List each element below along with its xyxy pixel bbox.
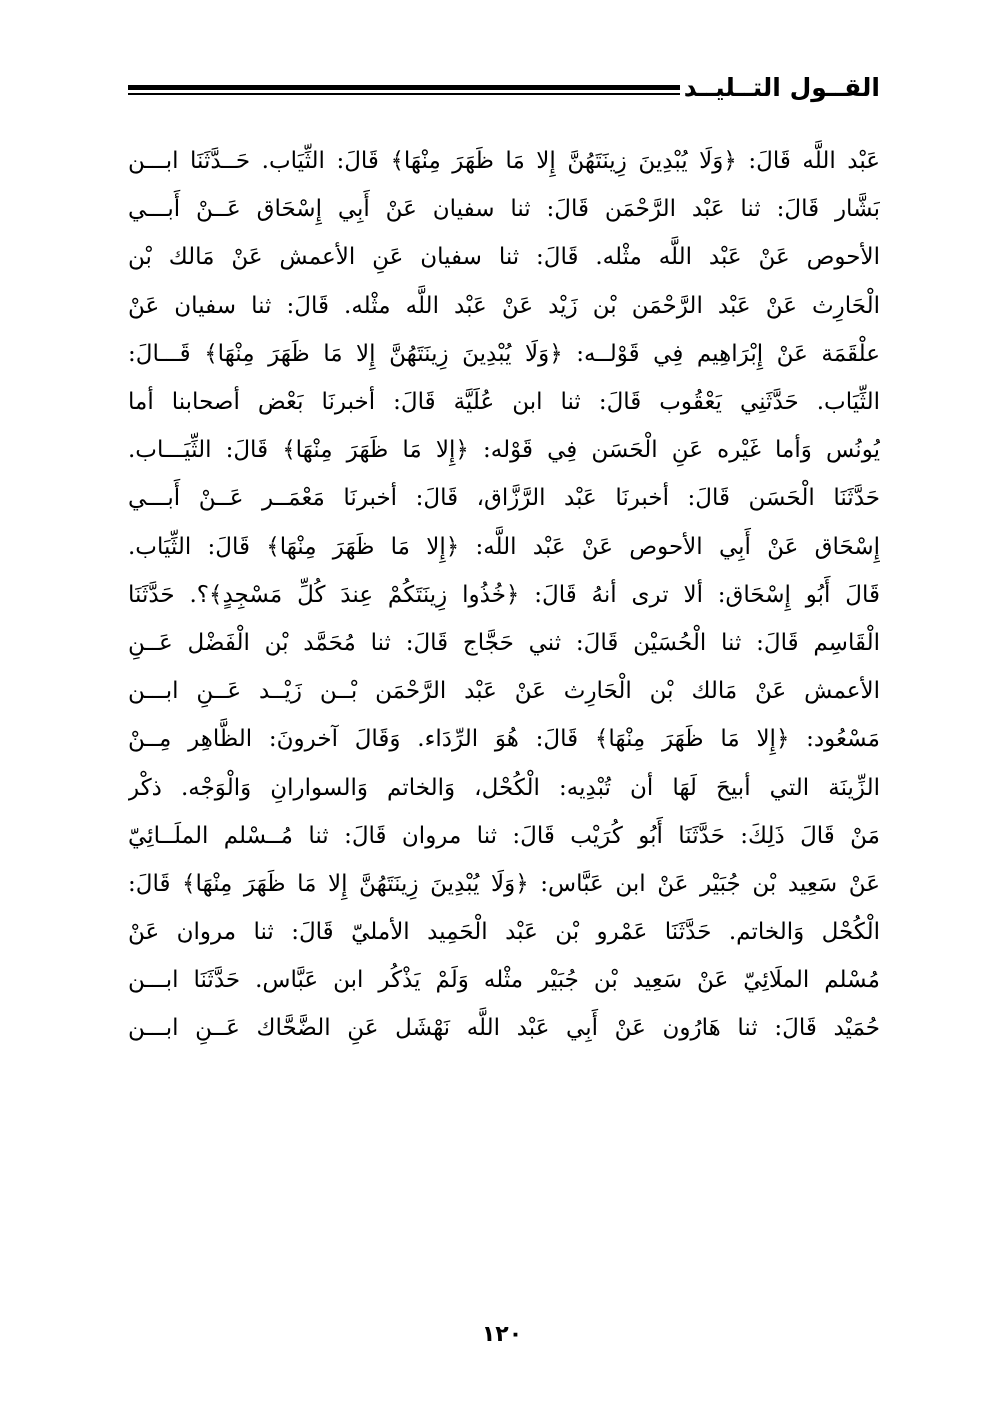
text-line: الْكُحْل وَالخاتم. حَدَّثَنَا عَمْرو بْن عَبْد الْحَمِيد الأمليّ قَالَ: ثنا مروان عَنْ	[128, 919, 880, 946]
text-line: قَالَ أَبُو إِسْحَاق: ألا ترى أنهُ قَالَ: ﴿خُذُوا زِينَتَكُمْ عِندَ كُلِّ مَسْجِدٍ﴾؟. حَدَّثَنَا	[128, 581, 880, 608]
text-line: بَشَّار قَالَ: ثنا عَبْد الرَّحْمَن قَالَ: ثنا سفيان عَنْ أَبِي إِسْحَاق عَــنْ أَبـــي	[128, 196, 880, 223]
text-line: علْقَمَة عَنْ إِبْرَاهِيم فِي قَوْلــه: ﴿وَلَا يُبْدِينَ زِينَتَهُنَّ إِلا مَا ظَهَرَ مِنْهَا﴾ قَـــالَ:	[128, 340, 880, 367]
page-number: ١٢٠	[481, 1322, 523, 1347]
running-title: القــول التــليــد	[683, 73, 880, 102]
page-header	[128, 68, 880, 108]
text-line: الْقَاسِم قَالَ: ثنا الْحُسَيْن قَالَ: ثني حَجَّاج قَالَ: ثنا مُحَمَّد بْن الْفَضْل عَــنِ	[128, 629, 880, 656]
text-line: يُونُس وَأما غَيْره عَنِ الْحَسَن فِي قَوْله: ﴿إِلا مَا ظَهَرَ مِنْهَا﴾ قَالَ: الثِّيَـــاب.	[128, 437, 880, 464]
text-line: إِسْحَاق عَنْ أَبِي الأحوص عَنْ عَبْد اللَّه: ﴿إِلا مَا ظَهَرَ مِنْهَا﴾ قَالَ: الثِّيَاب.	[128, 533, 880, 560]
text-line: مَنْ قَالَ ذَلِكَ: حَدَّثَنَا أَبُو كُرَيْب قَالَ: ثنا مروان قَالَ: ثنا مُــسْلم الملَــائِيّ	[128, 822, 880, 849]
text-line: حُمَيْد قَالَ: ثنا هَارُون عَنْ أَبِي عَبْد اللَّه نَهْشَل عَنِ الضَّحَّاك عَــنِ ابـــن	[128, 1015, 880, 1042]
text-line: الأحوص عَنْ عَبْد اللَّه مثْله. قَالَ: ثنا سفيان عَنِ الأعمش عَنْ مَالك بْن	[128, 244, 880, 271]
text-line: مُسْلم الملَائِيّ عَنْ سَعِيد بْن جُبَيْر مثْله وَلَمْ يَذْكُر ابن عَبَّاس. حَدَّثَنَا ابـــن	[128, 967, 880, 994]
text-line: الْحَارِث عَنْ عَبْد الرَّحْمَن بْن زَيْد عَنْ عَبْد اللَّه مثْله. قَالَ: ثنا سفيان عَنْ	[128, 292, 880, 319]
text-line: الزِّينَة التي أبيحَ لَهَا أن تُبْدِيه: الْكُحْل، وَالخاتم وَالسوارانِ وَالْوَجْه. ذكْر	[128, 774, 880, 801]
header-rule-thin	[128, 93, 680, 95]
body-text	[128, 137, 880, 1053]
text-line: الثِّيَاب. حَدَّثَنِي يَعْقُوب قَالَ: ثنا ابن عُلَيَّة قَالَ: أخبرنَا بَعْض أصحابنا أما	[128, 389, 880, 416]
text-line: عَنْ سَعِيد بْن جُبَيْر عَنْ ابن عَبَّاس: ﴿وَلَا يُبْدِينَ زِينَتَهُنَّ إِلا مَا ظَهَرَ مِنْهَا﴾ قَالَ:	[128, 870, 880, 897]
header-rule-thick	[128, 85, 680, 90]
text-line: مَسْعُود: ﴿إِلا مَا ظَهَرَ مِنْهَا﴾ قَالَ: هُوَ الرِّدَاء. وَقَالَ آخرونَ: الظَّاهِر مِــنْ	[128, 726, 880, 753]
text-line: عَبْد اللَّه قَالَ: ﴿وَلَا يُبْدِينَ زِينَتَهُنَّ إِلا مَا ظَهَرَ مِنْهَا﴾ قَالَ: الثِّيَاب. حَــدَّثَنَا ابـــن	[128, 148, 880, 175]
text-line: الأعمش عَنْ مَالك بْن الْحَارِث عَنْ عَبْد الرَّحْمَن بْــن زَيْــد عَــنِ ابـــن	[128, 678, 880, 705]
text-line: حَدَّثَنَا الْحَسَن قَالَ: أخبرنَا عَبْد الرَّزَّاق، قَالَ: أخبرنَا مَعْمَــر عَــنْ أَبـــي	[128, 485, 880, 512]
